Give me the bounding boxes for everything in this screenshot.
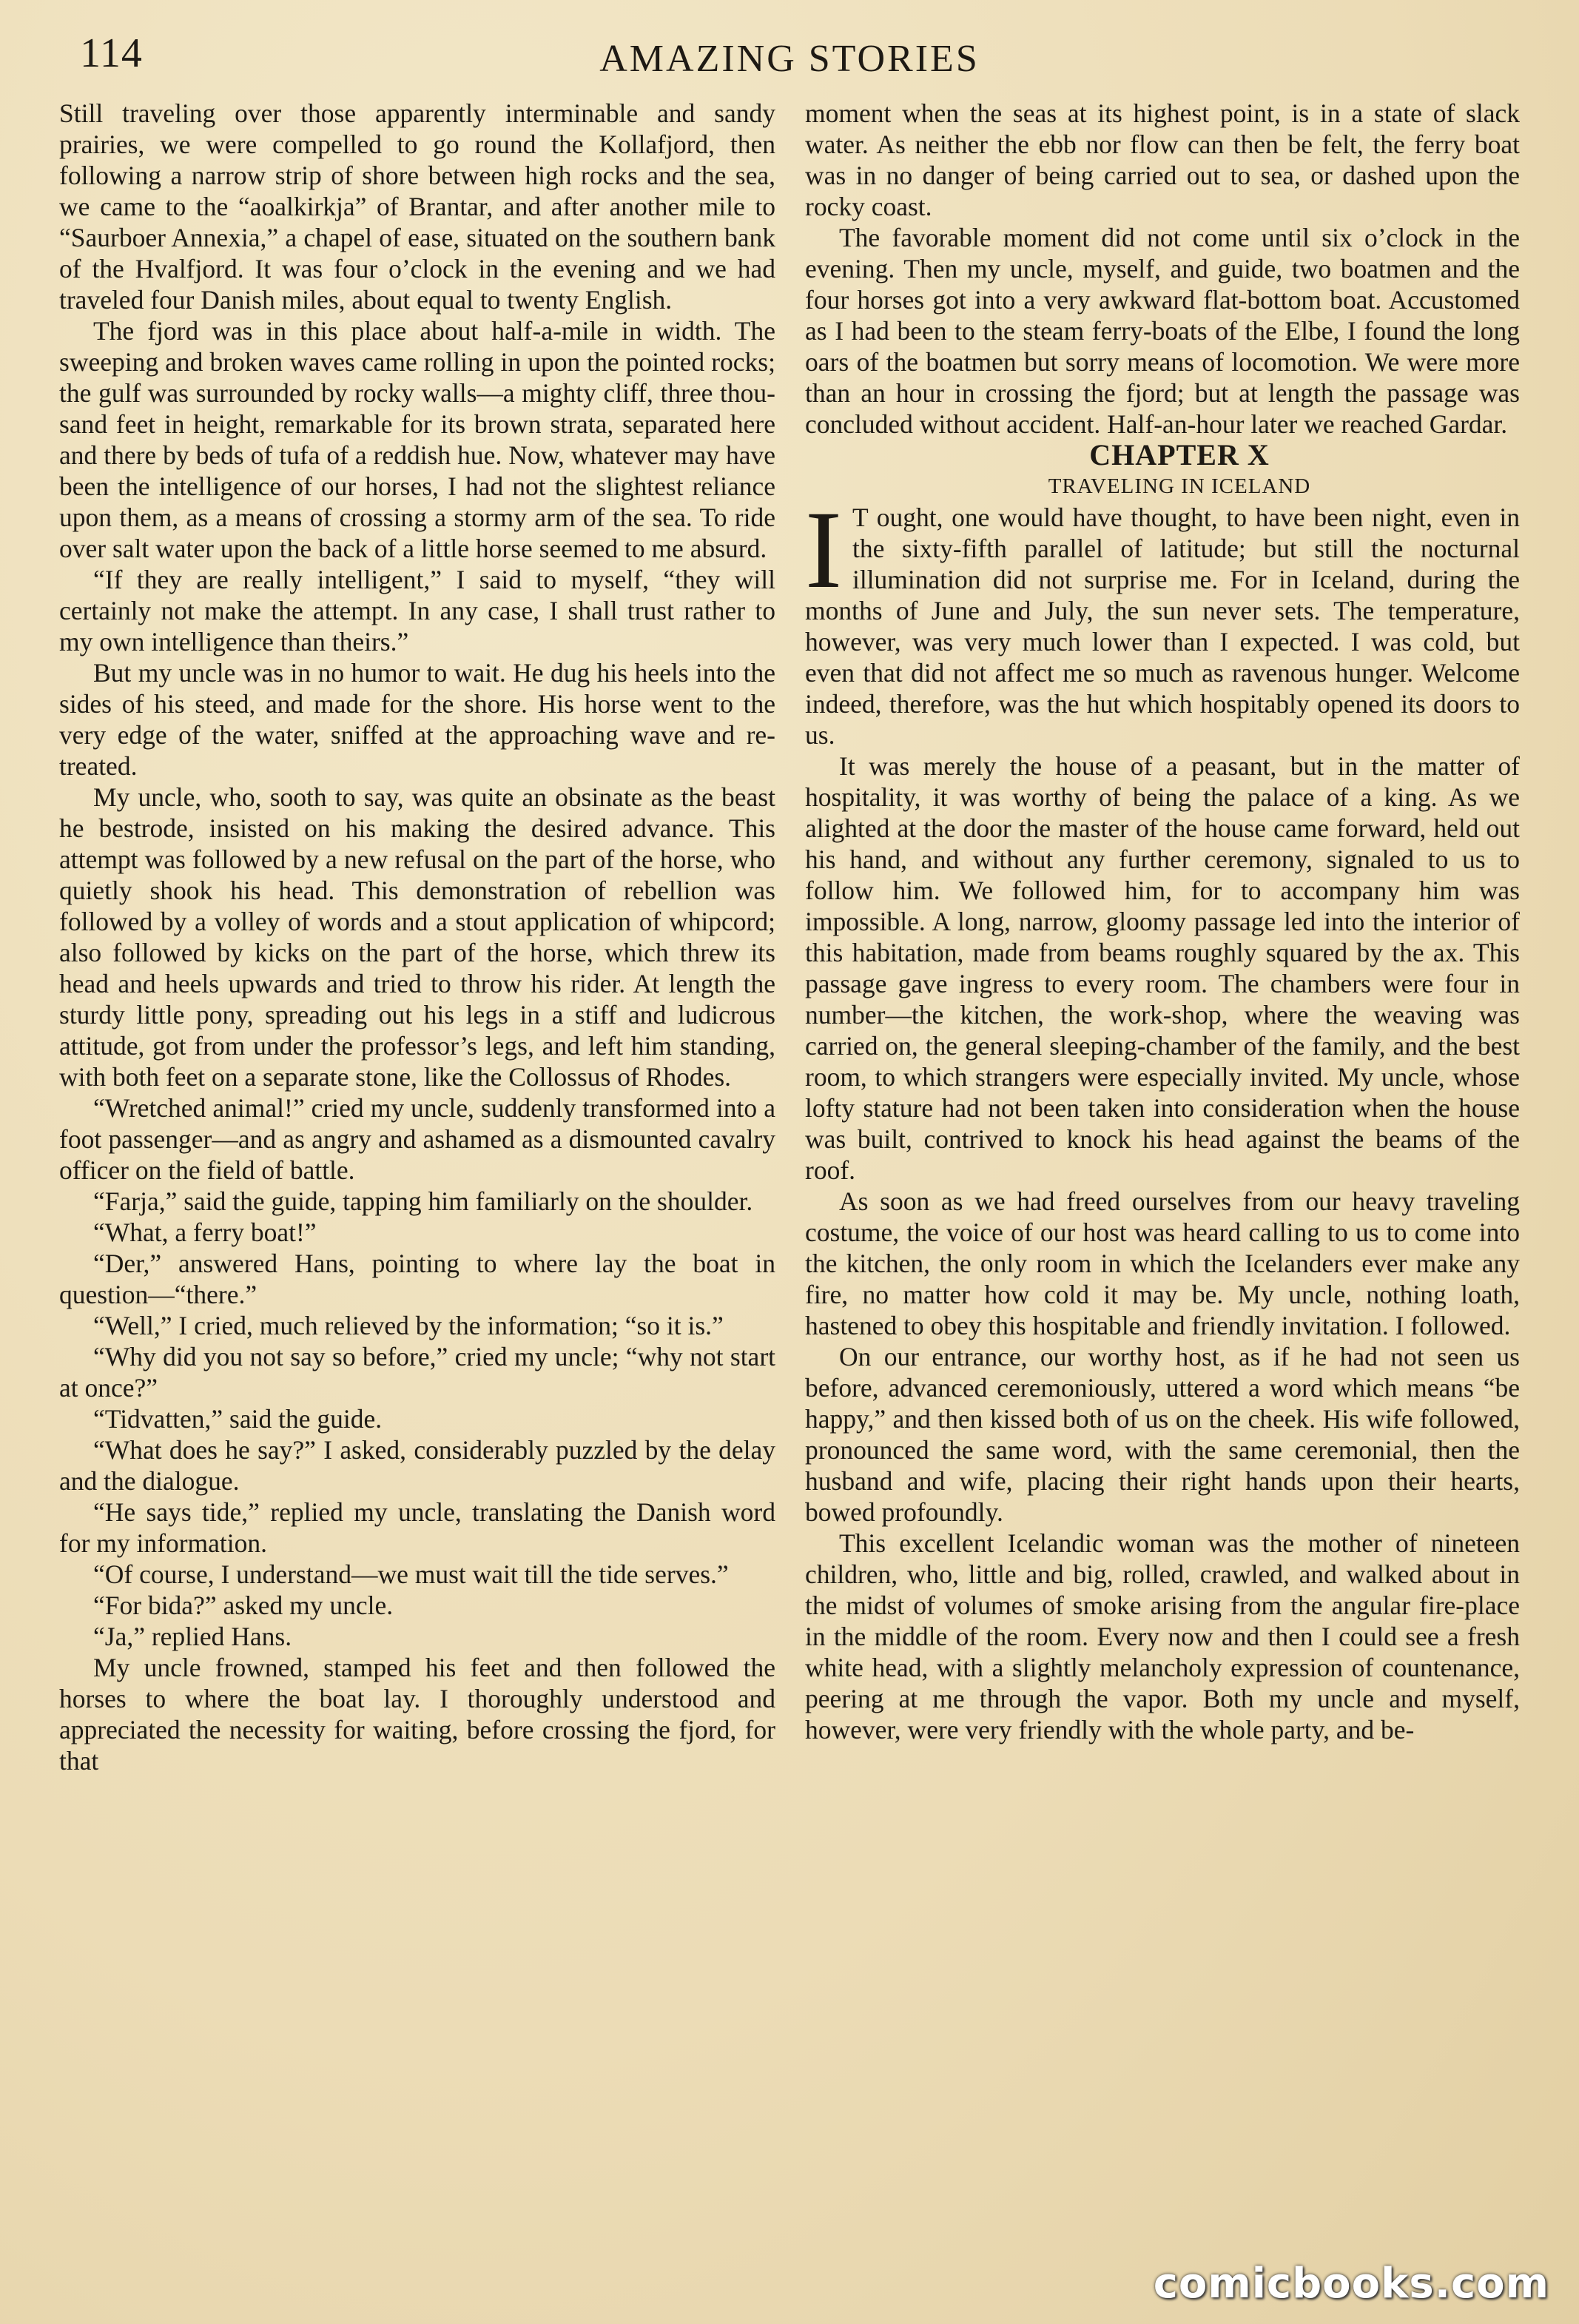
paragraph: My uncle, who, sooth to say, was quite an obsinate as the beast he bestrode, insisted on his making the desired advance. This attempt was followed by a new refusal on the part of the horse, who quietly shook his head. This demonstration of rebellion was followed by a volley of words and a stout application of whipcord; also followed by kicks on the part of the horse, which threw its head and heels upwards and tried to throw his rider. At length the sturdy little pony, spreading out his legs in a stiff and ludicrous attitude, got from under the professor’s legs, and left him standing, with both feet on a separate stone, like the Collossus of Rhodes. — [59, 782, 775, 1092]
drop-cap: I — [805, 488, 842, 611]
paragraph: “Of course, I understand—we must wait till the tide serves.” — [93, 1559, 729, 1589]
paragraph: My uncle frowned, stamped his feet and then followed the horses to where the boat lay. I thoroughly understood and appreciated the necessity for waiting, before crossing the fjord, for that — [59, 1653, 775, 1776]
paragraph: “What, a ferry boat!” — [93, 1218, 317, 1247]
paragraph: “If they are really intelligent,” I said to myself, “they will certainly not make the attempt. In any case, I shall trust rather to my own intelligence than theirs.” — [59, 565, 775, 656]
running-head: AMAZING STORIES — [599, 38, 980, 80]
right-column — [805, 98, 1520, 1745]
opening-text: T ought, one would have thought, to have been night, even in the sixty-fifth parallel of latitude; but still the nocturnal illumination did not surprise me. For in Iceland, during the months of June and July, the sun never sets. The temperature, however, was very much lower than I expected. I was cold, but even that did not affect me so much as ravenous hunger. Welcome indeed, therefore, was the hut which hospitably opened its doors to us. — [805, 503, 1520, 750]
paragraph: “Ja,” replied Hans. — [93, 1622, 292, 1651]
paragraph: Still traveling over those apparently interminable and sandy prairies, we were compelled to go round the Kollafjord, then following a narrow strip of shore between high rocks and the sea, we came to the “aoalkirkja” of Brantar, and after another mile to “Saurboer Annexia,” a chapel of ease, situated on the southern bank of the Hvalfjord. It was four o’clock in the evening and we had traveled four Danish miles, about equal to twenty English. — [59, 98, 775, 315]
paragraph: “For bida?” asked my uncle. — [93, 1591, 394, 1620]
paragraph: “Farja,” said the guide, tapping him familiarly on the shoulder. — [93, 1186, 753, 1216]
paragraph: moment when the seas at its highest point, is in a state of slack water. As neither the ebb nor flow can then be felt, the ferry boat was in no danger of being carried out to sea, or dashed upon the rocky coast. — [805, 98, 1520, 221]
paragraph: On our entrance, our worthy host, as if he had not seen us before, advanced ceremoniously, uttered a word which means “be happy,” and then kissed both of us on the cheek. His wife followed, pronounced the same word, with the same ceremonial, then the husband and wife, placing their right hands upon their hearts, bowed profoundly. — [805, 1342, 1520, 1527]
paragraph: “He says tide,” replied my uncle, translating the Danish word for my information. — [59, 1497, 775, 1558]
paragraph: The favorable moment did not come until six o’clock in the evening. Then my uncle, myself, and guide, two boatmen and the four horses got into a very awkward flat-bottom boat. Accustomed as I had been to the steam ferry-boats of the Elbe, I found the long oars of the boatmen but sorry means of locomotion. We were more than an hour in crossing the fjord; but at length the passage was concluded without accident. Half-an-hour later we reached Gardar. — [805, 223, 1520, 439]
chapter-title: CHAPTER X — [1089, 438, 1270, 471]
paragraph: But my uncle was in no humor to wait. He dug his heels into the sides of his steed, and made for the shore. His horse went to the very edge of the water, sniffed at the approaching wave and retreated. — [59, 658, 775, 781]
page-number: 114 — [80, 30, 143, 76]
paragraph: “What does he say?” I asked, considerably puzzled by the delay and the dialogue. — [59, 1435, 775, 1496]
left-column — [59, 98, 775, 1776]
paragraph: “Why did you not say so before,” cried my uncle; “why not start at once?” — [59, 1342, 775, 1403]
chapter-opening-paragraph — [805, 488, 1520, 750]
paragraph: As soon as we had freed ourselves from our heavy traveling costume, the voice of our host was heard calling to us to come into the kitchen, the only room in which the Icelanders ever make any fire, no matter how cold it may be. My uncle, nothing loath, hastened to obey this hospitable and friendly invitation. I followed. — [805, 1186, 1520, 1340]
paragraph: “Der,” answered Hans, pointing to where lay the boat in question—“there.” — [59, 1249, 775, 1309]
paragraph: The fjord was in this place about half-a-mile in width. The sweeping and broken waves came rolling in upon the pointed rocks; the gulf was surrounded by rocky walls—a mighty cliff, three thousand feet in height, remarkable for its brown strata, separated here and there by beds of tufa of a reddish hue. Now, whatever may have been the intelligence of our horses, I had not the slightest reliance upon them, as a means of crossing a stormy arm of the sea. To ride over salt water upon the back of a little horse seemed to me absurd. — [59, 316, 775, 563]
watermark: comicbooks.com — [1153, 2260, 1549, 2308]
chapter-subtitle: TRAVELING IN ICELAND — [1048, 474, 1311, 498]
paragraph: “Well,” I cried, much relieved by the information; “so it is.” — [93, 1311, 724, 1340]
paragraph: “Tidvatten,” said the guide. — [93, 1404, 383, 1434]
paragraph: “Wretched animal!” cried my uncle, suddenly transformed into a foot passenger—and as angry and ashamed as a dismounted cavalry officer on the field of battle. — [59, 1093, 775, 1185]
paragraph: It was merely the house of a peasant, but in the matter of hospitality, it was worthy of being the palace of a king. As we alighted at the door the master of the house came forward, held out his hand, and without any further ceremony, signaled to us to follow him. We followed him, for to accompany him was impossible. A long, narrow, gloomy passage led into the interior of this habitation, made from beams roughly squared by the ax. This passage gave ingress to every room. The chambers were four in number—the kitchen, the work-shop, where the weaving was carried on, the general sleeping-chamber of the family, and the best room, to which strangers were especially invited. My uncle, whose lofty stature had not been taken into consideration when the house was built, contrived to knock his head against the beams of the roof. — [805, 751, 1520, 1185]
paragraph: This excellent Icelandic woman was the mother of nineteen children, who, little and big, rolled, crawled, and walked about in the midst of volumes of smoke arising from the angular fire-place in the middle of the room. Every now and then I could see a fresh white head, with a slightly melancholy expression of countenance, peering at me through the vapor. Both my uncle and myself, however, were very friendly with the whole party, and be- — [805, 1528, 1520, 1744]
